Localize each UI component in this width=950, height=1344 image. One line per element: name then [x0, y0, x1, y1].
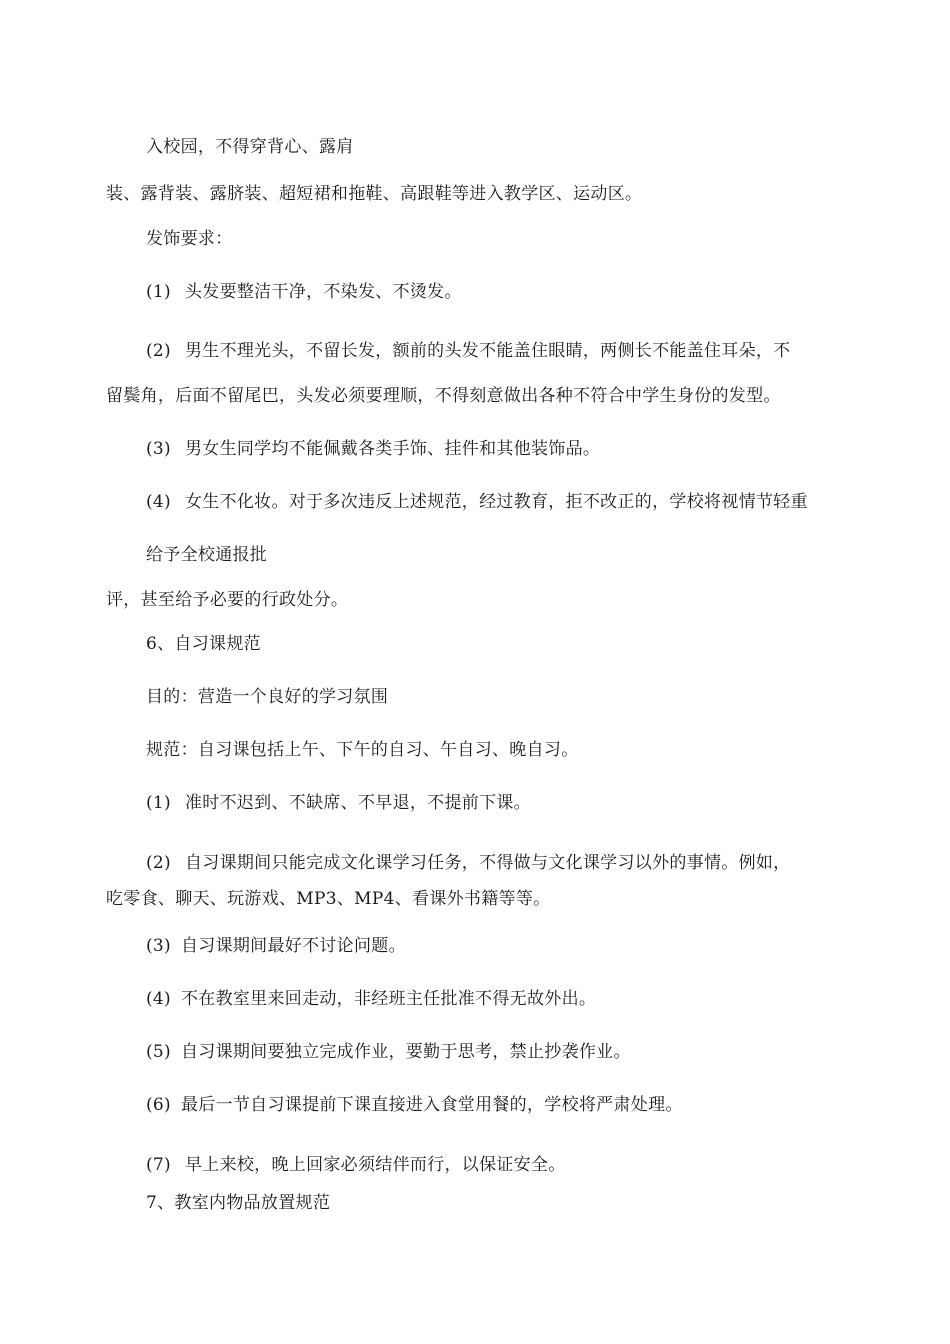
- list-number: (5): [146, 1042, 171, 1062]
- paragraph-line: 入校园，不得穿背心、露肩: [146, 137, 354, 157]
- paragraph-line: 留鬓角，后面不留尾巴，头发必须要理顺，不得刻意做出各种不符合中学生身份的发型。: [106, 386, 781, 406]
- list-number: (6): [146, 1095, 171, 1115]
- list-item: [146, 1094, 683, 1116]
- list-item-text: 准时不迟到、不缺席、不早退，不提前下课。: [184, 793, 531, 813]
- list-item-text: 男女生同学均不能佩戴各类手饰、挂件和其他装饰品。: [184, 439, 601, 459]
- list-item: [146, 935, 406, 957]
- list-item: [146, 340, 790, 362]
- section-label: 发饰要求：: [146, 229, 233, 249]
- list-number: (3): [146, 439, 171, 459]
- list-item-text: 不在教室里来回走动，非经班主任批准不得无故外出。: [180, 989, 597, 1009]
- list-item: [146, 852, 790, 874]
- list-item: [146, 988, 596, 1010]
- paragraph-line: 装、露背装、露脐装、超短裙和拖鞋、高跟鞋等进入教学区、运动区。: [106, 184, 643, 204]
- list-number: (4): [146, 989, 171, 1009]
- list-item-text: 男生不理光头，不留长发，额前的头发不能盖住眼睛，两侧长不能盖住耳朵，不: [184, 341, 791, 361]
- paragraph-line: 目的：营造一个良好的学习氛围: [146, 687, 389, 707]
- list-item-text: 女生不化妆。对于多次违反上述规范，经过教育，拒不改正的，学校将视情节轻重: [184, 492, 808, 512]
- list-item-text: 早上来校，晚上回家必须结伴而行，以保证安全。: [184, 1155, 566, 1175]
- list-item: [146, 281, 462, 303]
- paragraph-line: 规范：自习课包括上午、下午的自习、午自习、晚自习。: [146, 740, 579, 760]
- list-number: (1): [146, 282, 171, 302]
- list-item: [146, 491, 808, 513]
- paragraph-line: 评，甚至给予必要的行政处分。: [106, 590, 349, 610]
- list-item-text: 自习课期间最好不讨论问题。: [180, 936, 406, 956]
- paragraph-line: 吃零食、聊天、玩游戏、MP3、MP4、看课外书籍等等。: [106, 889, 551, 909]
- list-number: (4): [146, 492, 171, 512]
- list-number: (2): [146, 341, 171, 361]
- list-item: [146, 1154, 566, 1176]
- section-heading: 7、教室内物品放置规范: [146, 1193, 331, 1213]
- list-item-text: 头发要整洁干净，不染发、不烫发。: [184, 282, 462, 302]
- list-number: (1): [146, 793, 171, 813]
- list-item-text: 最后一节自习课提前下课直接进入食堂用餐的，学校将严肃处理。: [180, 1095, 683, 1115]
- list-number: (7): [146, 1155, 171, 1175]
- paragraph-line: 给予全校通报批: [146, 545, 268, 565]
- section-heading: 6、自习课规范: [146, 634, 261, 654]
- list-item-text: 自习课期间只能完成文化课学习任务，不得做与文化课学习以外的事情。例如，: [184, 853, 791, 873]
- list-item: [146, 438, 600, 460]
- list-item-text: 自习课期间要独立完成作业，要勤于思考，禁止抄袭作业。: [180, 1042, 631, 1062]
- list-number: (3): [146, 936, 171, 956]
- list-item: [146, 792, 531, 814]
- list-number: (2): [146, 853, 171, 873]
- list-item: [146, 1041, 631, 1063]
